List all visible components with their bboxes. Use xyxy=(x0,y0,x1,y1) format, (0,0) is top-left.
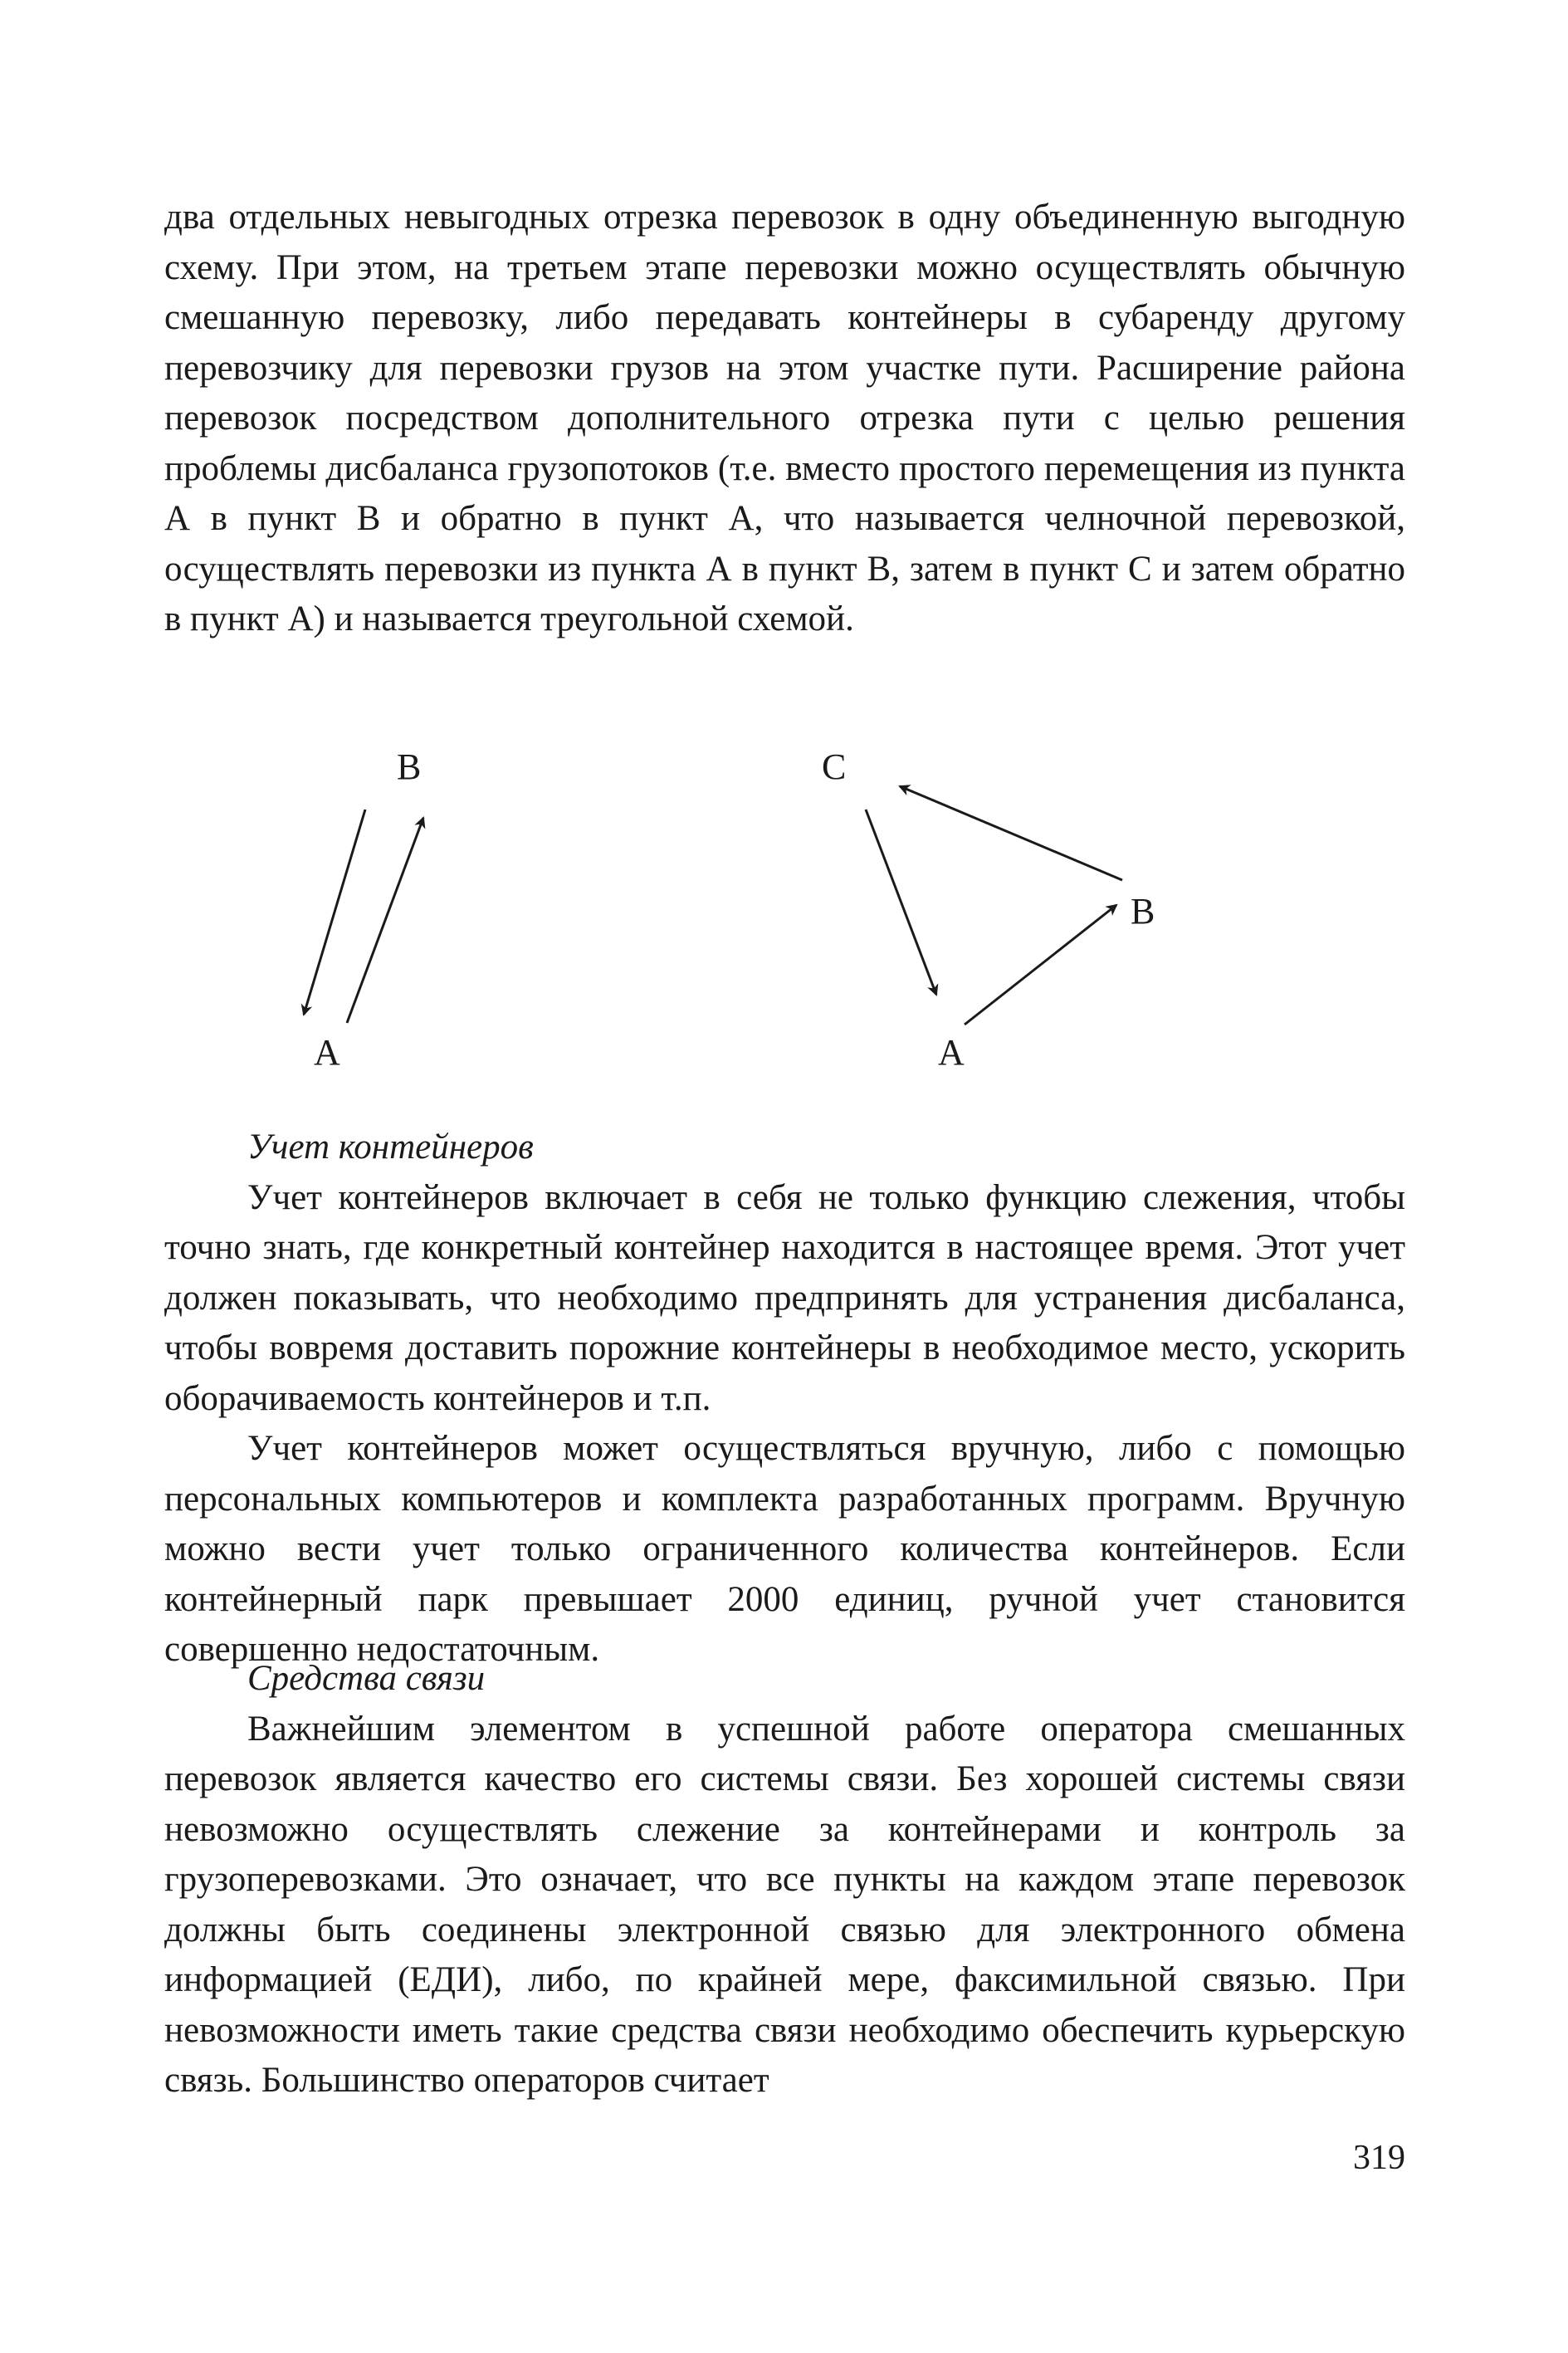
arrow-a-to-b xyxy=(347,818,423,1023)
containers-section xyxy=(164,1123,1405,1675)
communication-section xyxy=(164,1654,1405,2106)
intro-paragraph: два отдельных невыгодных отрезка перевозок в одну объединенную выгодную схему. При этом, на третьем этапе перевозки можно осуществлять обычную смешанную перевозку, либо передавать контейнеры в субаренду другому перевозчику для перевозки грузов на этом участке пути. Расширение района перевозок посредством дополнительного отрезка пути с целью решения проблемы дисбаланса грузопотоков (т.е. вместо простого перемещения из пункта А в пункт В и обратно в пункт А, что называется челночной перевозкой, осуществлять перевозки из пункта А в пункт В, затем в пункт С и затем обратно в пункт А) и называется треугольной схемой. xyxy=(164,198,1405,638)
intro-text xyxy=(164,193,1405,645)
communication-heading: Средства связи xyxy=(247,1659,486,1698)
page-number: 319 xyxy=(1353,2139,1405,2177)
arrow-c-to-a xyxy=(866,810,936,995)
triangle-label-a: A xyxy=(938,1032,965,1073)
containers-paragraph-1: Учет контейнеров включает в себя не только функцию слежения, чтобы точно знать, где конкретный контейнер находится в настоящее время. Этот учет должен показывать, что необходимо предпринять для устранения дисбаланса, чтобы вовремя доставить порожние контейнеры в необходимое место, ускорить оборачиваемость контейнеров и т.п. xyxy=(164,1177,1405,1418)
arrow-b-to-a xyxy=(304,810,365,1015)
triangle-scheme xyxy=(822,746,1155,1073)
containers-heading: Учет контейнеров xyxy=(247,1128,534,1167)
triangle-label-c: C xyxy=(822,746,847,787)
triangle-label-b: B xyxy=(1131,891,1155,932)
shuttle-label-b: B xyxy=(397,746,422,787)
arrow-a-to-b xyxy=(965,905,1116,1025)
shuttle-label-a: A xyxy=(314,1032,340,1073)
arrow-b-to-c xyxy=(900,786,1122,880)
shuttle-scheme xyxy=(304,746,423,1073)
communication-paragraph-1: Важнейшим элементом в успешной работе оператора смешанных перевозок является качество его системы связи. Без хорошей системы связи невозможно осуществлять слежение за контейнерами и контроль за грузоперевозками. Это означает, что все пункты на каждом этапе перевозок должны быть соединены электронной связью для электронного обмена информацией (ЕДИ), либо, по крайней мере, факсимильной связью. При невозможности иметь такие средства связи необходимо обеспечить курьерскую связь. Большинство операторов считает xyxy=(164,1709,1405,2100)
containers-paragraph-2: Учет контейнеров может осуществляться вручную, либо с помощью персональных компьютеров и комплекта разработанных программ. Вручную можно вести учет только ограниченного количества контейнеров. Если контейнерный парк превышает 2000 единиц, ручной учет становится совершенно недостаточным. xyxy=(164,1429,1405,1669)
